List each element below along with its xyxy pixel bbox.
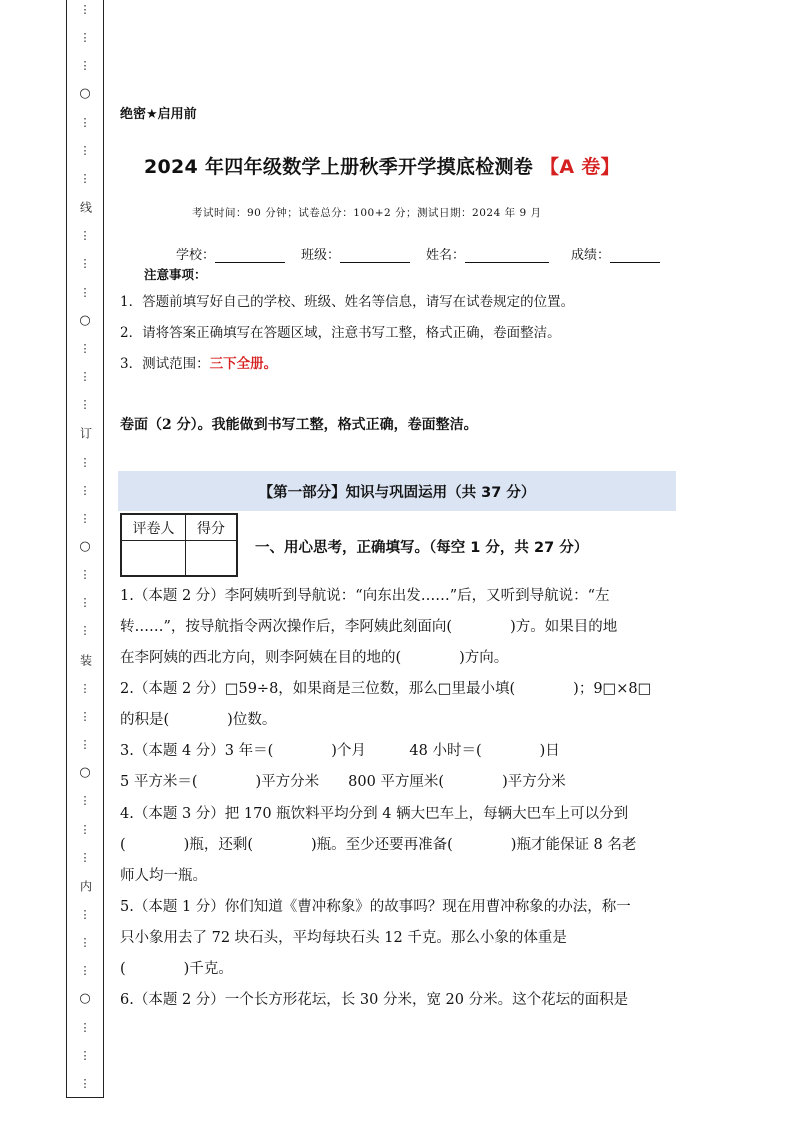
margin-dots: ⋮ [79, 455, 91, 469]
margin-dots: ⋮ [79, 171, 91, 185]
binding-margin-marks [67, 0, 103, 1097]
question-line: 6.（本题 2 分）一个长方形花坛，长 30 分米，宽 20 分米。这个花坛的面积是 [120, 992, 629, 1008]
question-line: 师人均一瓶。 [120, 868, 207, 884]
margin-circle: ○ [79, 312, 91, 328]
margin-dots: ⋮ [79, 511, 91, 525]
question-line: 在李阿姨的西北方向，则李阿姨在目的地的( )方向。 [120, 650, 509, 666]
note-scope-value: 三下全册。 [209, 356, 278, 372]
margin-dots: ⋮ [79, 822, 91, 836]
margin-dots: ⋮ [79, 1020, 91, 1034]
score-label: 成绩： [571, 248, 611, 263]
margin-dots: ⋮ [79, 794, 91, 808]
question-line: 的积是( )位数。 [120, 712, 277, 728]
question-line: 2.（本题 2 分）□59÷8，如果商是三位数，那么□里最小填( )；9□×8□ [120, 681, 652, 697]
margin-circle: ○ [79, 765, 91, 781]
margin-dots: ⋮ [79, 908, 91, 921]
score-blank[interactable] [610, 248, 660, 263]
score-header: 得分 [186, 515, 236, 541]
margin-circle: ○ [79, 538, 91, 554]
margin-dots: ⋮ [79, 964, 91, 978]
question-line: ( )千克。 [120, 961, 233, 977]
section-title: 【第一部分】知识与巩固运用（共 37 分） [258, 484, 536, 501]
margin-dots: ⋮ [79, 483, 91, 497]
grader-cell[interactable] [122, 541, 186, 575]
margin-char: 线 [78, 201, 93, 214]
margin-dots: ⋮ [79, 936, 91, 950]
binding-margin [66, 0, 104, 1098]
question-line: ( )瓶，还剩( )瓶。至少还要再准备( )瓶才能保证 8 名老 [120, 837, 637, 853]
grader-header: 评卷人 [122, 515, 186, 541]
note-item-1: 1．答题前填写好自己的学校、班级、姓名等信息，请写在试卷规定的位置。 [120, 294, 575, 310]
margin-dots: ⋮ [79, 850, 91, 864]
margin-dots: ⋮ [79, 341, 91, 355]
margin-dots: ⋮ [79, 370, 91, 384]
margin-char: 装 [78, 653, 93, 666]
margin-char: 内 [78, 879, 93, 892]
margin-dots: ⋮ [79, 229, 91, 243]
name-label: 姓名： [426, 248, 466, 263]
margin-dots: ⋮ [79, 1048, 91, 1062]
margin-circle: ○ [79, 991, 91, 1007]
question-line: 只小象用去了 72 块石头，平均每块石头 12 千克。那么小象的体重是 [120, 930, 567, 946]
neatness-statement: 卷面（2 分）。我能做到书写工整，格式正确，卷面整洁。 [120, 417, 478, 433]
margin-dots: ⋮ [79, 398, 91, 412]
confidential-label: 绝密★启用前 [120, 107, 197, 122]
margin-dots: ⋮ [79, 115, 91, 129]
question-line: 3.（本题 4 分）3 年＝( )个月 48 小时＝( )日 [120, 743, 560, 759]
exam-title-main: 2024 年四年级数学上册秋季开学摸底检测卷 [144, 156, 534, 178]
margin-dots: ⋮ [79, 596, 91, 610]
note-item-2: 2．请将答案正确填写在答题区域，注意书写工整，格式正确，卷面整洁。 [120, 325, 561, 341]
note-item-3 [120, 352, 277, 372]
class-blank[interactable] [340, 248, 410, 263]
margin-dots: ⋮ [79, 31, 91, 45]
school-label: 学校： [176, 248, 216, 263]
question-line: 4.（本题 3 分）把 170 瓶饮料平均分到 4 辆大巴车上，每辆大巴车上可以分到 [120, 806, 629, 822]
margin-dots: ⋮ [79, 681, 91, 695]
exam-title-tag: 【A 卷】 [540, 156, 620, 178]
margin-dots: ⋮ [79, 1076, 91, 1090]
exam-title [144, 152, 620, 179]
margin-dots: ⋮ [79, 59, 91, 73]
margin-dots: ⋮ [79, 257, 91, 271]
margin-dots: ⋮ [79, 624, 91, 638]
score-cell[interactable] [186, 541, 236, 575]
exam-subtitle: 考试时间：90 分钟；试卷总分：100+2 分；测试日期：2024 年 9 月 [192, 207, 542, 219]
student-info-row [176, 244, 660, 263]
note-scope-prefix: 3．测试范围： [120, 356, 210, 372]
question-line: 5 平方米＝( )平方分米 800 平方厘米( )平方分米 [120, 774, 566, 790]
section-title-bar [118, 471, 676, 511]
margin-dots: ⋮ [79, 285, 91, 299]
margin-dots: ⋮ [79, 3, 91, 16]
margin-dots: ⋮ [79, 709, 91, 723]
school-blank[interactable] [215, 248, 285, 263]
margin-circle: ○ [79, 86, 91, 102]
question-line: 5.（本题 1 分）你们知道《曹冲称象》的故事吗？现在用曹冲称象的办法，称一 [120, 899, 631, 915]
class-label: 班级： [301, 248, 341, 263]
notes-title: 注意事项： [144, 267, 207, 282]
question-line: 转……”，按导航指令两次操作后，李阿姨此刻面向( )方。如果目的地 [120, 619, 618, 635]
question-line: 1.（本题 2 分）李阿姨听到导航说：“向东出发……”后，又听到导航说：“左 [120, 588, 610, 604]
margin-dots: ⋮ [79, 143, 91, 157]
margin-char: 订 [78, 427, 93, 440]
name-blank[interactable] [465, 248, 549, 263]
question-heading: 一、用心思考，正确填写。（每空 1 分，共 27 分） [255, 540, 589, 556]
margin-dots: ⋮ [79, 738, 91, 752]
grade-table [120, 513, 238, 577]
margin-dots: ⋮ [79, 568, 91, 582]
